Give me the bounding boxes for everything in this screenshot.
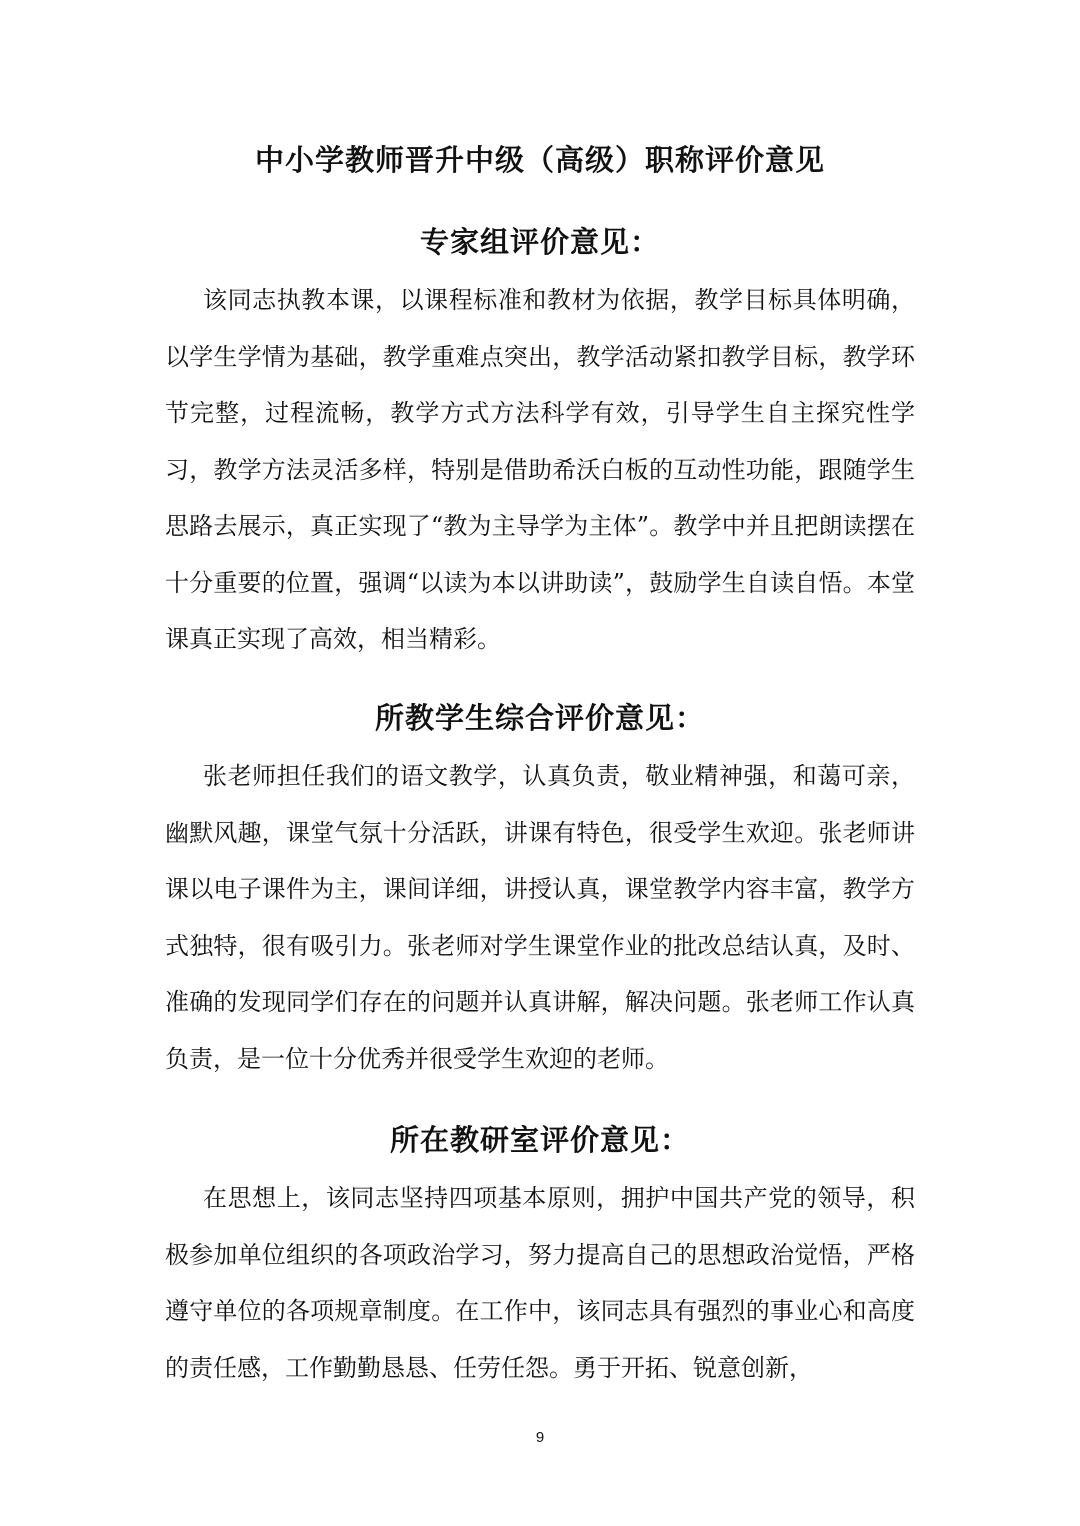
section-text-teaching-office: 在思想上，该同志坚持四项基本原则，拥护中国共产党的领导，积极参加单位组织的各项政治学习，努力提高自己的思想政治觉悟，严格遵守单位的各项规章制度。在工作中，该同志具有强烈的事业心和高度的责任感，工作勤勤恳恳、任劳任怨。勇于开拓、锐意创新，: [165, 1184, 915, 1382]
section-heading-student-evaluation: 所教学生综合评价意见：: [374, 701, 705, 735]
document-title: 中小学教师晋升中级（高级）职称评价意见: [254, 143, 825, 177]
section-text-student-evaluation: 张老师担任我们的语文教学，认真负责，敬业精神强，和蔼可亲，幽默风趣，课堂气氛十分活跃，讲课有特色，很受学生欢迎。张老师讲课以电子课件为主，课间详细，讲授认真，课堂教学内容丰富，教学方式独特，很有吸引力。张老师对学生课堂作业的批改总结认真，及时、准确的发现同学们存在的问题并认真讲解，解决问题。张老师工作认真负责，是一位十分优秀并很受学生欢迎的老师。: [165, 762, 915, 1073]
section-heading-expert-panel: 专家组评价意见：: [419, 225, 660, 259]
page-number: 9: [535, 1429, 545, 1446]
section-heading-teaching-office: 所在教研室评价意见：: [389, 1123, 690, 1157]
section-text-expert-panel: 该同志执教本课，以课程标准和教材为依据，教学目标具体明确，以学生学情为基础，教学重难点突出，教学活动紧扣教学目标，教学环节完整，过程流畅，教学方式方法科学有效，引导学生自主探究性学习，教学方法灵活多样，特别是借助希沃白板的互动性功能，跟随学生思路去展示，真正实现了“教为主导学为主体”。教学中并且把朗读摆在十分重要的位置，强调“以读为本以讲助读”，鼓励学生自读自悟。本堂课真正实现了高效，相当精彩。: [165, 286, 915, 653]
